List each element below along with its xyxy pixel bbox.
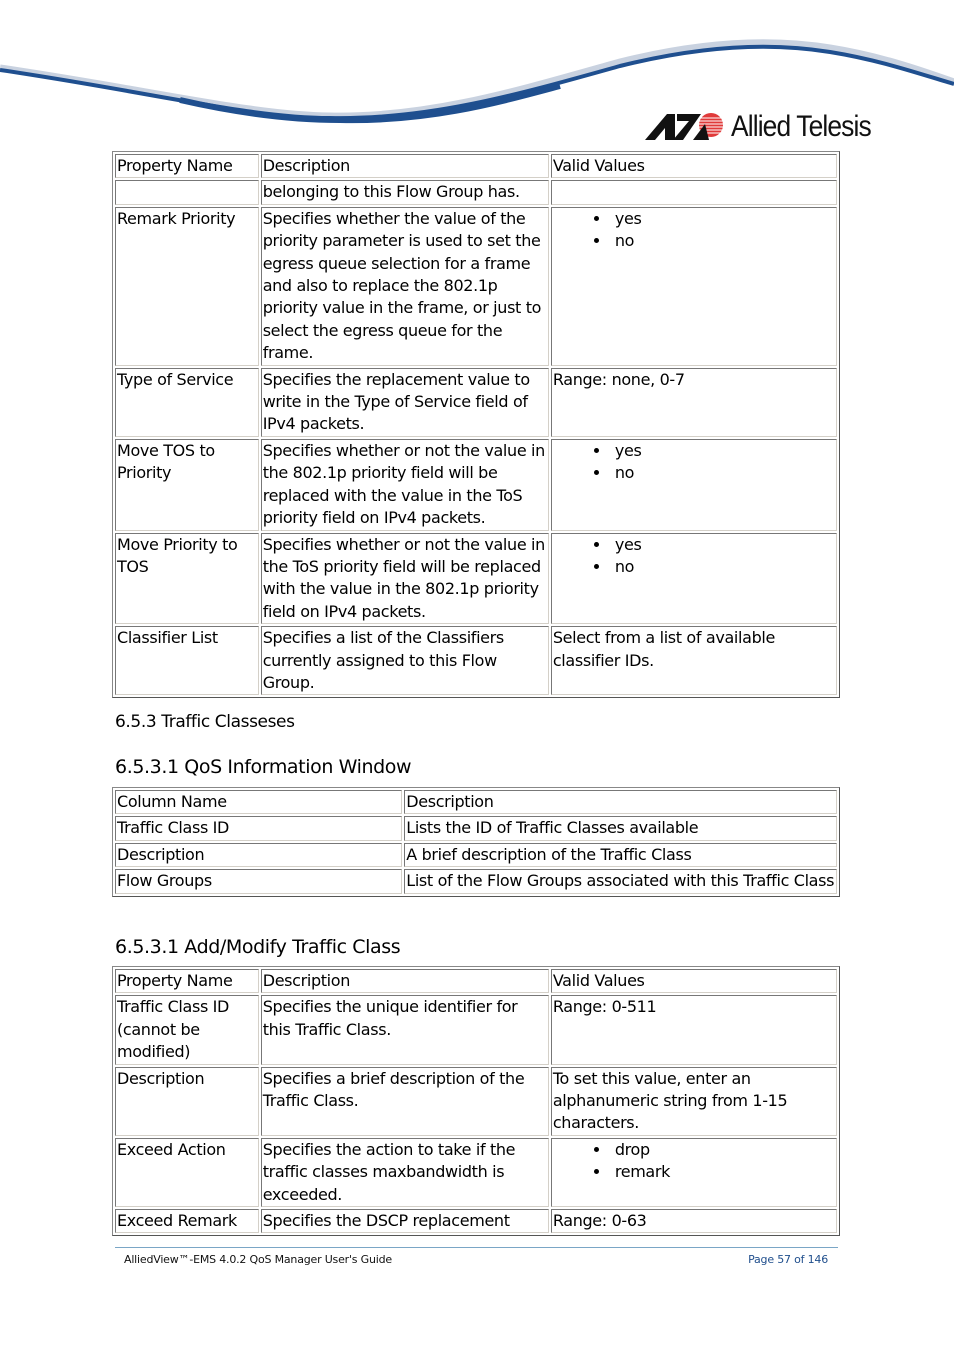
table-row	[115, 1067, 837, 1136]
table-row	[115, 869, 837, 893]
property-valid-values	[551, 207, 837, 366]
property-description: belonging to this Flow Group has.	[261, 180, 549, 204]
property-valid-values	[551, 180, 837, 204]
property-name: Description	[115, 1067, 259, 1136]
property-name: Exceed Remark	[115, 1209, 259, 1233]
header-column-name: Column Name	[115, 790, 402, 814]
property-name: Exceed Action	[115, 1138, 259, 1207]
property-name: Remark Priority	[115, 207, 259, 366]
table-header-row	[115, 969, 837, 993]
property-description: Specifies whether or not the value in the ToS priority field will be replaced with the value in the 802.1p priority field on IPv4 packets.	[261, 533, 549, 625]
property-valid-values	[551, 1138, 837, 1207]
table-row	[115, 626, 837, 695]
property-description: Specifies the DSCP replacement	[261, 1209, 549, 1233]
qos-information-window-table	[112, 787, 840, 897]
footer-page-number: Page 57 of 146	[748, 1253, 828, 1266]
table-row	[115, 207, 837, 366]
property-valid-values: To set this value, enter an alphanumeric string from 1-15 characters.	[551, 1067, 837, 1136]
list-item: • remark	[611, 1161, 835, 1183]
section-heading-qos-information-window: 6.5.3.1 QoS Information Window	[115, 756, 412, 778]
table-row	[115, 533, 837, 625]
property-description: Specifies whether or not the value in the 802.1p priority field will be replaced with the value in the ToS priority field on IPv4 packets.	[261, 439, 549, 531]
property-name: Type of Service	[115, 368, 259, 437]
table-row	[115, 439, 837, 531]
table-row	[115, 995, 837, 1064]
valid-values-list	[553, 534, 835, 579]
valid-values-list	[553, 440, 835, 485]
list-item: • drop	[611, 1139, 835, 1161]
header-property-name: Property Name	[115, 969, 259, 993]
list-item: • no	[611, 230, 835, 252]
column-description: A brief description of the Traffic Class	[404, 843, 837, 867]
header-description: Description	[261, 154, 549, 178]
column-description: List of the Flow Groups associated with this Traffic Class	[404, 869, 837, 893]
list-item: • yes	[611, 440, 835, 462]
property-valid-values: Range: 0-63	[551, 1209, 837, 1233]
table-row	[115, 180, 837, 204]
header-valid-values: Valid Values	[551, 969, 837, 993]
property-valid-values: Select from a list of available classifier IDs.	[551, 626, 837, 695]
list-item: • yes	[611, 534, 835, 556]
property-description: Specifies the replacement value to write in the Type of Service field of IPv4 packets.	[261, 368, 549, 437]
column-name: Traffic Class ID	[115, 816, 402, 840]
column-description: Lists the ID of Traffic Classes available	[404, 816, 837, 840]
table-header-row	[115, 790, 837, 814]
header-valid-values: Valid Values	[551, 154, 837, 178]
list-item: • yes	[611, 208, 835, 230]
property-valid-values: Range: 0-511	[551, 995, 837, 1064]
list-item: • no	[611, 462, 835, 484]
property-name: Traffic Class ID (cannot be modified)	[115, 995, 259, 1064]
property-valid-values	[551, 439, 837, 531]
property-name	[115, 180, 259, 204]
property-valid-values	[551, 533, 837, 625]
allied-telesis-logo	[645, 110, 890, 144]
property-description: Specifies whether the value of the priority parameter is used to set the egress queue selection for a frame and also to replace the 802.1p priority value in the frame, or just to select the egress queue for the frame.	[261, 207, 549, 366]
allied-telesis-logo-mark-icon	[645, 112, 727, 142]
valid-values-list	[553, 1139, 835, 1184]
table-row	[115, 1138, 837, 1207]
property-name: Classifier List	[115, 626, 259, 695]
footer-document-title: AlliedView™-EMS 4.0.2 QoS Manager User's Guide	[124, 1253, 392, 1266]
column-name: Description	[115, 843, 402, 867]
property-name: Move TOS to Priority	[115, 439, 259, 531]
footer-divider	[115, 1247, 838, 1248]
table-header-row	[115, 154, 837, 178]
property-description: Specifies a brief description of the Traffic Class.	[261, 1067, 549, 1136]
table-row	[115, 816, 837, 840]
traffic-class-properties-table	[112, 966, 840, 1236]
table-row	[115, 1209, 837, 1233]
flow-group-properties-table	[112, 151, 840, 698]
header-description: Description	[261, 969, 549, 993]
section-heading-add-modify-traffic-class: 6.5.3.1 Add/Modify Traffic Class	[115, 936, 401, 958]
column-name: Flow Groups	[115, 869, 402, 893]
table-row	[115, 843, 837, 867]
header-description: Description	[404, 790, 837, 814]
valid-values-list	[553, 208, 835, 253]
list-item: • no	[611, 556, 835, 578]
brand-name: Allied Telesis	[731, 110, 871, 143]
section-heading-traffic-classes: 6.5.3 Traffic Classeses	[115, 712, 295, 732]
property-description: Specifies the unique identifier for this Traffic Class.	[261, 995, 549, 1064]
property-description: Specifies a list of the Classifiers currently assigned to this Flow Group.	[261, 626, 549, 695]
property-valid-values: Range: none, 0-7	[551, 368, 837, 437]
property-description: Specifies the action to take if the traffic classes maxbandwidth is exceeded.	[261, 1138, 549, 1207]
table-row	[115, 368, 837, 437]
property-name: Move Priority to TOS	[115, 533, 259, 625]
header-property-name: Property Name	[115, 154, 259, 178]
